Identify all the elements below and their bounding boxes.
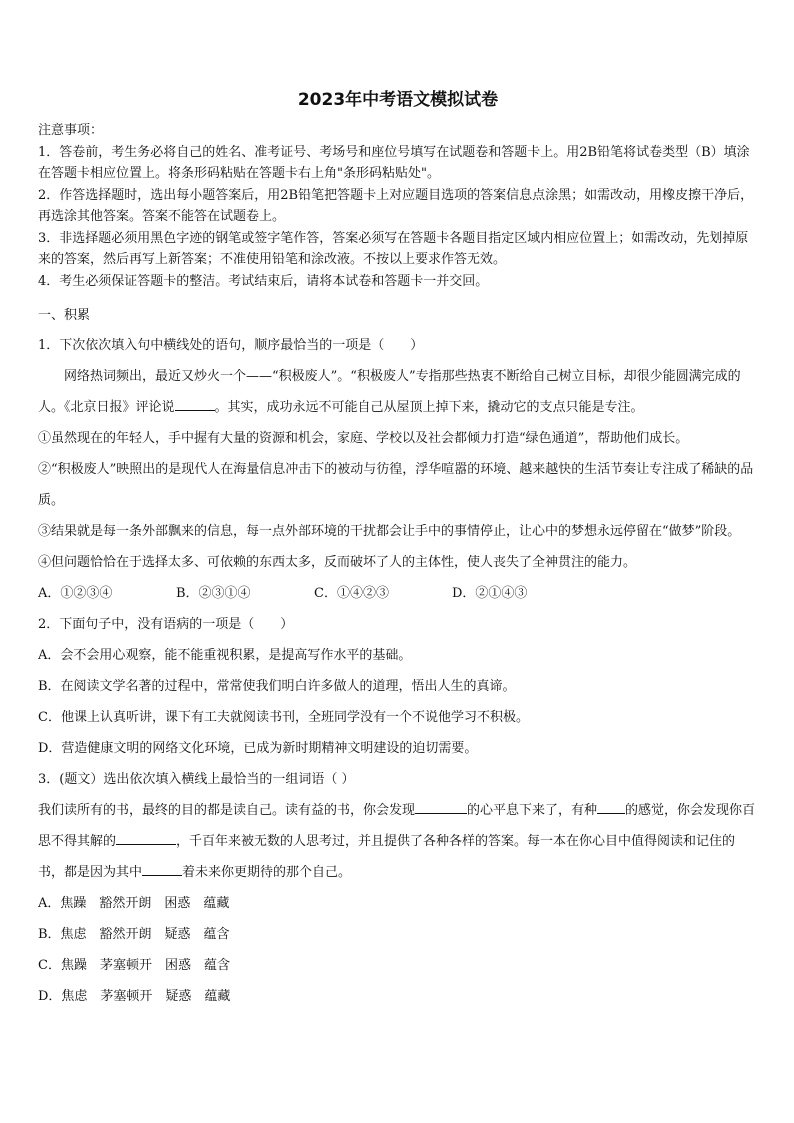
- option-a[interactable]: A．①②③④: [38, 586, 113, 601]
- question-3-passage: 我们读所有的书，最终的目的都是读自己。读有益的书，你会发现 的心平息下来了，有种 的感觉，你会发现你百思不得其解的 ，千百年来被无数的人思考过，并且提供了各种各样的答案。每一本在你心目中值得阅读和记住的书，都是因为其中 着未来你更期待的那个自己。: [38, 795, 758, 888]
- questions-block: [38, 330, 758, 1012]
- sentence-3: ③结果就是每一条外部飘来的信息，每一点外部环境的干扰都会让手中的事情停止，让心中的梦想永远停留在“做梦”阶段。: [38, 524, 741, 539]
- option-c[interactable]: C．①④②③: [314, 586, 389, 601]
- question-1-passage: 网络热词频出，最近又炒火一个——“积极废人”。“积极废人”专指那些热衷不断给自己树立目标，却很少能圆满完成的人。《北京日报》评论说 。其实，成功永远不可能自己从屋顶上掉下来，撬动它的支点只能是专注。: [38, 369, 741, 415]
- sentence-1: ①虽然现在的年轻人，手中握有大量的资源和机会，家庭、学校以及社会都倾力打造“绿色通道”，帮助他们成长。: [38, 431, 689, 446]
- sentence-2: ②“积极废人”映照出的是现代人在海量信息冲击下的被动与彷徨，浮华喧嚣的环境、越来越快的生活节奏让专注成了稀缺的品质。: [38, 462, 754, 508]
- question-1-options: [38, 578, 758, 609]
- fill-blank: [116, 830, 176, 845]
- option-a[interactable]: A．焦躁 豁然开朗 困惑 蕴藏: [38, 896, 230, 911]
- question-1-stem: 1．下次依次填入句中横线处的语句，顺序最恰当的一项是（ ）: [38, 338, 424, 353]
- option-b[interactable]: B．②③①④: [176, 586, 251, 601]
- page-title: 2023年中考语文模拟试卷: [297, 90, 499, 110]
- option-b[interactable]: B．焦虑 豁然开朗 疑惑 蕴含: [38, 927, 230, 942]
- instruction-item: 1．答卷前，考生务必将自己的姓名、准考证号、考场号和座位号填写在试题卷和答题卡上。用2B铅笔将试卷类型（B）填涂在答题卡相应位置上。将条形码粘贴在答题卡右上角"条形码粘贴处"。: [38, 144, 750, 181]
- fill-blank: [175, 396, 215, 411]
- fill-blank: [142, 861, 182, 876]
- question-2-stem: 2．下面句子中，没有语病的一项是（ ）: [38, 617, 294, 632]
- option-c[interactable]: C．他课上认真听讲，课下有工夫就阅读书刊，全班同学没有一个不说他学习不积极。: [38, 710, 529, 725]
- instructions-heading: 注意事项：: [38, 123, 104, 138]
- option-c[interactable]: C．焦躁 茅塞顿开 困惑 蕴含: [38, 958, 230, 973]
- option-d[interactable]: D．②①④③: [452, 586, 528, 601]
- option-d[interactable]: D．营造健康文明的网络文化环境，已成为新时期精神文明建设的迫切需要。: [38, 741, 478, 756]
- sentence-4: ④但问题恰恰在于选择太多、可依赖的东西太多，反而破坏了人的主体性，使人丧失了全神贯注的能力。: [38, 555, 637, 570]
- option-a[interactable]: A．会不会用心观察，能不能重视积累，是提高写作水平的基础。: [38, 648, 412, 663]
- instruction-item: 4．考生必须保证答题卡的整洁。考试结束后，请将本试卷和答题卡一并交回。: [38, 273, 489, 289]
- question-3-stem: 3．(题文）选出依次填入横线上最恰当的一组词语（ ）: [38, 772, 355, 787]
- section-heading: 一、积累: [38, 308, 91, 323]
- instructions-block: [38, 120, 758, 292]
- instruction-item: 3．非选择题必须用黑色字迹的钢笔或签字笔作答，答案必须写在答题卡各题目指定区域内相应位置上；如需改动，先划掉原来的答案，然后再写上新答案；不准使用铅笔和涂改液。不按以上要求作答无效。: [38, 230, 749, 267]
- option-b[interactable]: B．在阅读文学名著的过程中，常常使我们明白许多做人的道理，悟出人生的真谛。: [38, 679, 516, 694]
- fill-blank: [415, 799, 467, 814]
- fill-blank: [597, 799, 625, 814]
- option-d[interactable]: D．焦虑 茅塞顿开 疑惑 蕴藏: [38, 989, 231, 1004]
- instruction-item: 2．作答选择题时，选出每小题答案后，用2B铅笔把答题卡上对应题目选项的答案信息点涂黑；如需改动，用橡皮擦干净后，再选涂其他答案。答案不能答在试题卷上。: [38, 187, 754, 224]
